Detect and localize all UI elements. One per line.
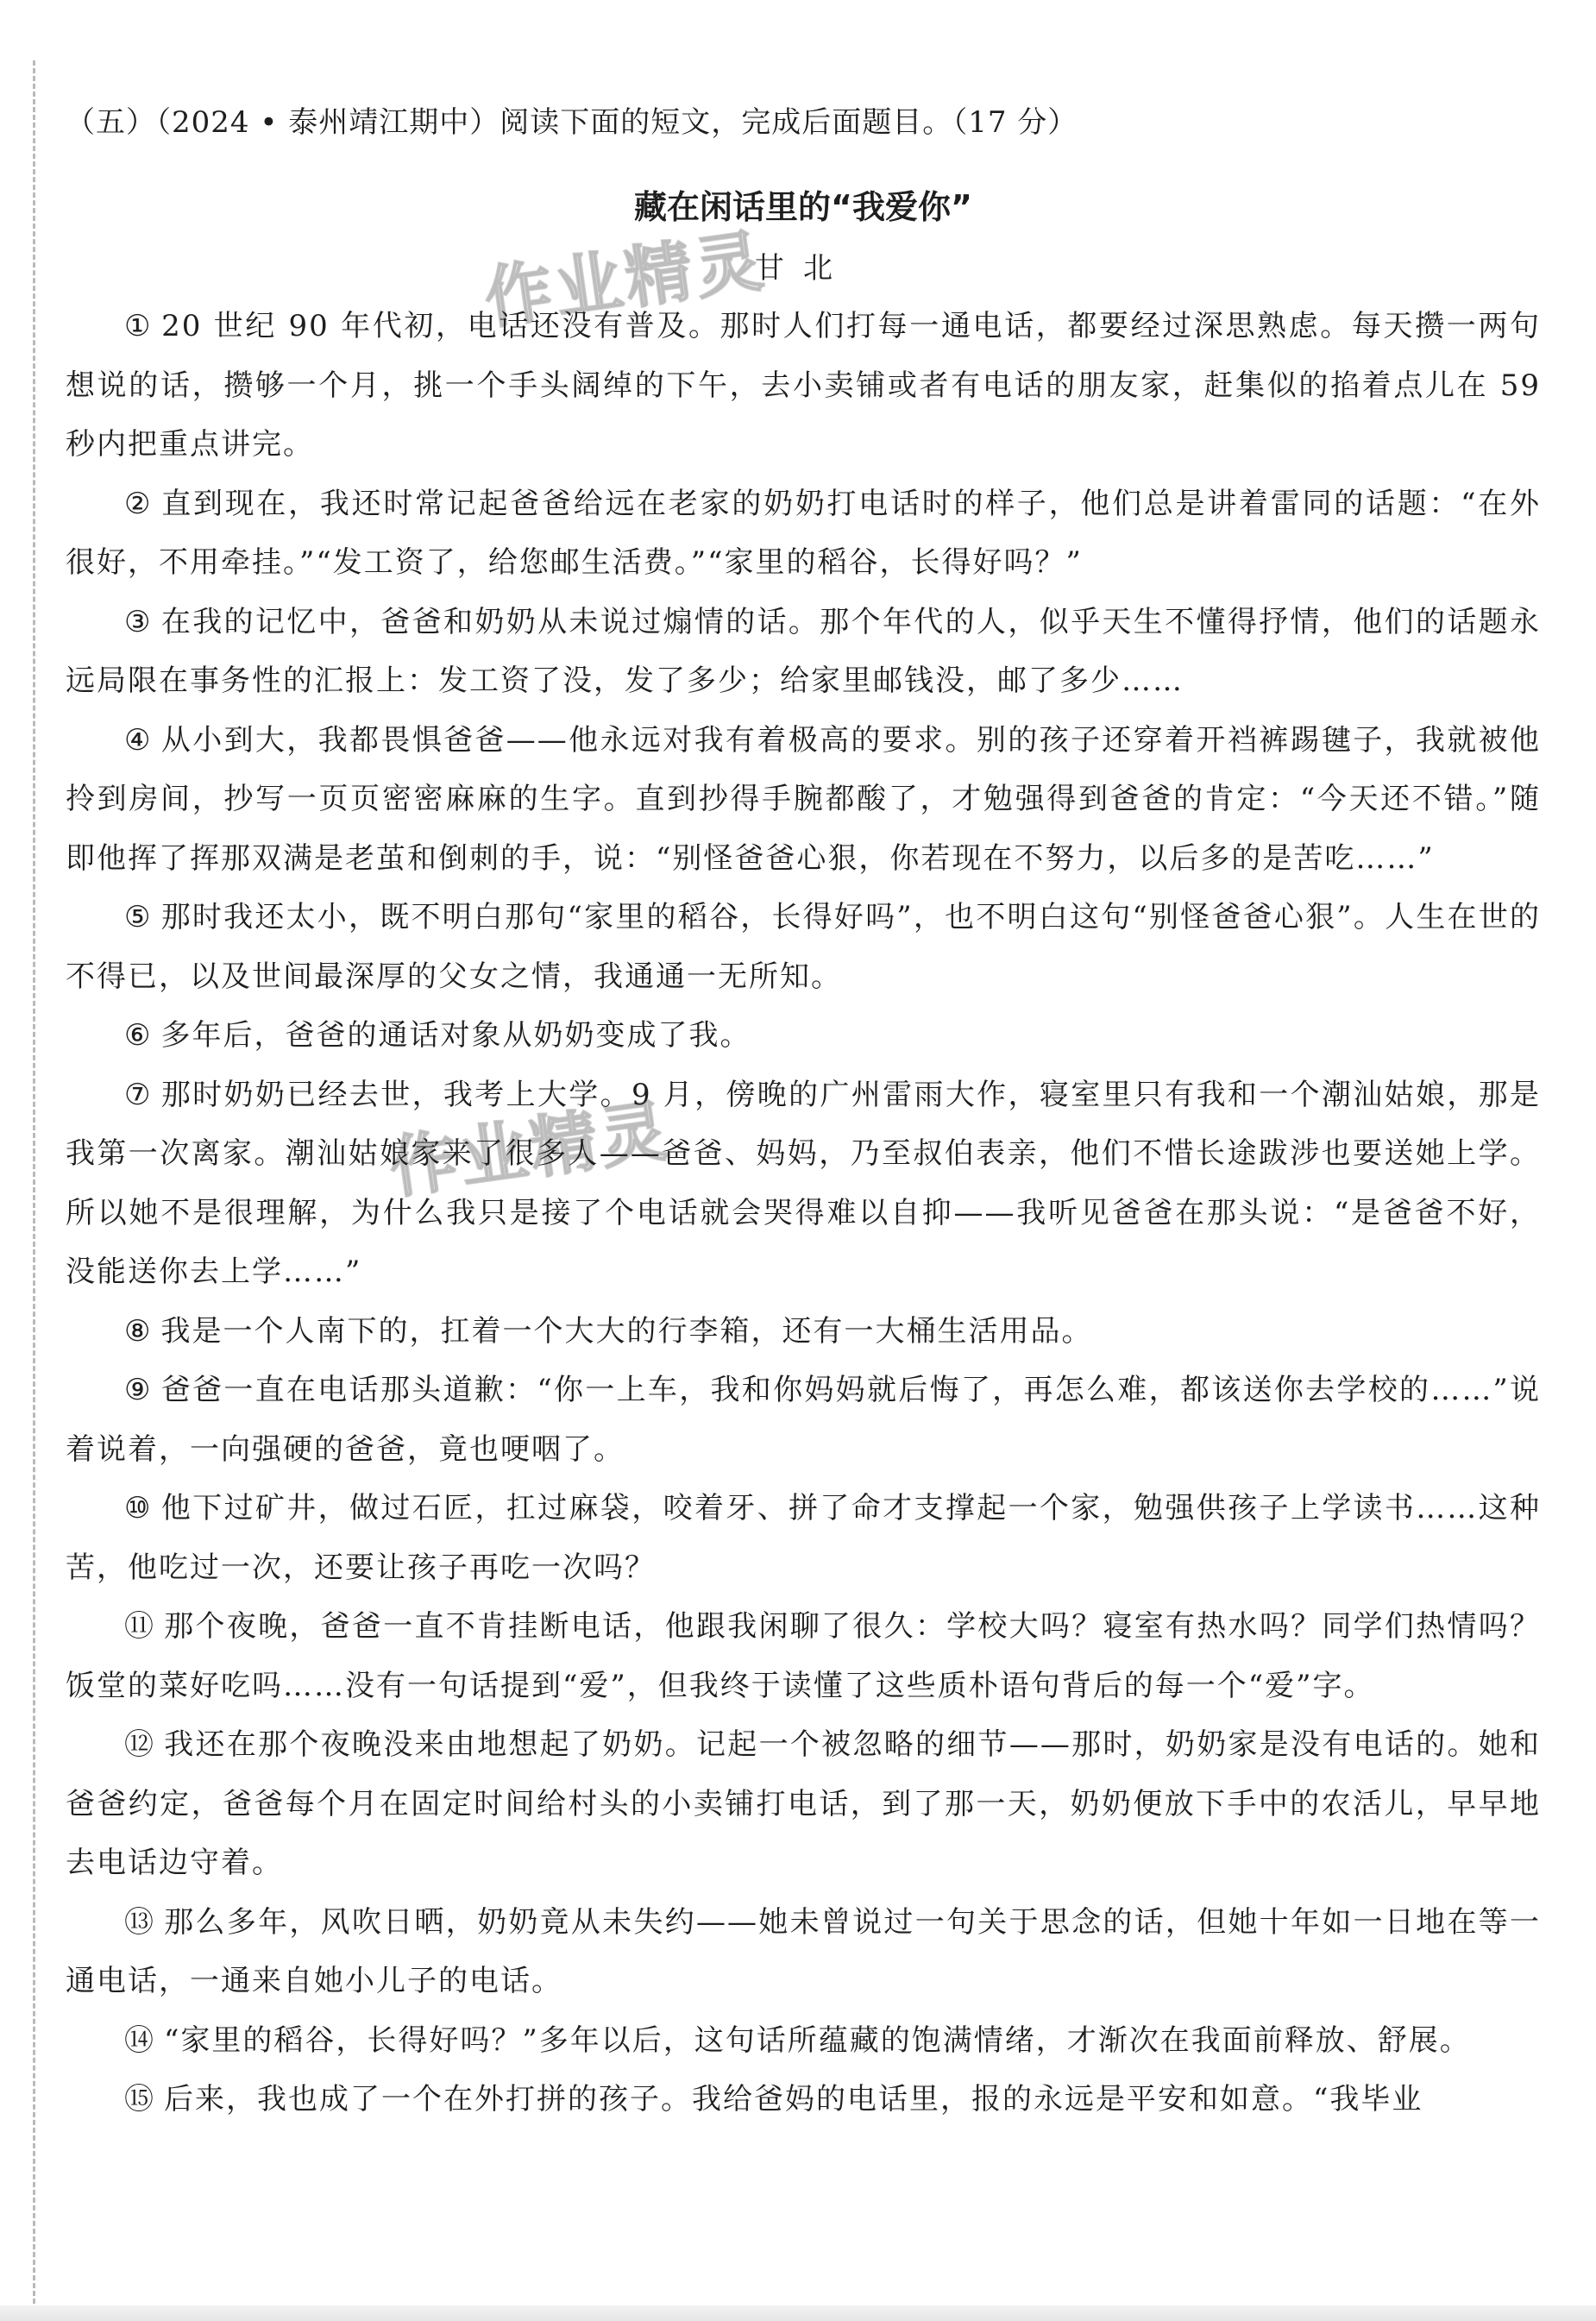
paragraph-number: ⑤ — [124, 900, 153, 934]
paragraph-number: ⑥ — [124, 1018, 153, 1053]
paragraph-number: ⑭ — [124, 2022, 155, 2058]
paragraph-number: ③ — [124, 604, 153, 639]
watermark: 作业精灵 — [480, 222, 771, 339]
paragraph-number: ⑦ — [124, 1077, 153, 1112]
article-title: 藏在闲话里的“我爱你” — [634, 188, 972, 226]
paragraph-number: ⑫ — [124, 1727, 156, 1762]
paragraph — [66, 711, 1541, 889]
paragraph-text: 那时奶奶已经去世，我考上大学。9 月，傍晚的广州雷雨大作，寝室里只有我和一个潮汕姑娘，那是我第一次离家。潮汕姑娘家来了很多人——爸爸、妈妈，乃至叔伯表亲，他们不惜长途跋涉也要送她上学。所以她不是很理解，为什么我只是接了个电话就会哭得难以自抑——我听见爸爸在那头说：“是爸爸不好，没能送你去上学……” — [66, 1077, 1541, 1289]
paragraph — [66, 1479, 1541, 1597]
paragraph — [66, 888, 1541, 1006]
paragraph-text: 从小到大，我都畏惧爸爸——他永远对我有着极高的要求。别的孩子还穿着开裆裤踢毽子，我就被他拎到房间，抄写一页页密密麻麻的生字。直到抄得手腕都酸了，才勉强得到爸爸的肯定：“今天还不错。”随即他挥了挥那双满是老茧和倒刺的手，说：“别怪爸爸心狠，你若现在不努力，以后多的是苦吃……” — [66, 722, 1541, 876]
paragraph-text: 直到现在，我还时常记起爸爸给远在老家的奶奶打电话时的样子，他们总是讲着雷同的话题：“在外很好，不用牵挂。”“发工资了，给您邮生活费。”“家里的稻谷，长得好吗？” — [66, 486, 1541, 580]
paragraph — [66, 475, 1541, 593]
paragraph — [66, 297, 1541, 475]
paragraph-text: 他下过矿井，做过石匠，扛过麻袋，咬着牙、拼了命才支撑起一个家，勉强供孩子上学读书……这种苦，他吃过一次，还要让孩子再吃一次吗？ — [66, 1491, 1541, 1585]
paragraph-text: 我是一个人南下的，扛着一个大大的行李箱，还有一大桶生活用品。 — [160, 1313, 1093, 1349]
paragraph-text: 我还在那个夜晚没来由地想起了奶奶。记起一个被忽略的细节——那时，奶奶家是没有电话的。她和爸爸约定，爸爸每个月在固定时间给村头的小卖铺打电话，到了那一天，奶奶便放下手中的农活儿，早早地去电话边守着。 — [66, 1727, 1541, 1880]
paragraph-number: ② — [124, 486, 154, 521]
paragraph — [66, 1361, 1541, 1479]
watermark: 作业精灵 — [385, 1091, 676, 1209]
paragraph-number: ⑩ — [124, 1491, 153, 1525]
paragraph — [66, 593, 1541, 711]
paragraph-number: ⑪ — [124, 1609, 156, 1644]
paragraph-number: ⑨ — [124, 1373, 153, 1407]
paragraph-number: ④ — [124, 722, 153, 758]
paragraph-text: “家里的稻谷，长得好吗？”多年以后，这句话所蕴藏的饱满情绪，才渐次在我面前释放、舒展。 — [164, 2022, 1471, 2058]
paragraph-text: 那时我还太小，既不明白那句“家里的稻谷，长得好吗”，也不明白这句“别怪爸爸心狠”。人生在世的不得已，以及世间最深厚的父女之情，我通通一无所知。 — [66, 900, 1541, 994]
article-author: 甘北 — [755, 251, 851, 286]
paragraph — [66, 1302, 1541, 1362]
paragraph — [66, 2070, 1541, 2129]
question-header: （五）（2024 • 泰州靖江期中）阅读下面的短文，完成后面题目。（17 分） — [66, 105, 1078, 140]
binding-margin-line — [33, 60, 35, 2304]
paragraph-text: 20 世纪 90 年代初，电话还没有普及。那时人们打每一通电话，都要经过深思熟虑。每天攒一两句想说的话，攒够一个月，挑一个手头阔绰的下午，去小卖铺或者有电话的朋友家，赶集似的掐着点儿在 59 秒内把重点讲完。 — [66, 309, 1542, 462]
paragraph-list — [66, 297, 1541, 2129]
article-content — [66, 97, 1541, 2129]
paragraph-text: 那么多年，风吹日晒，奶奶竟从未失约——她未曾说过一句关于思念的话，但她十年如一日地在等一通电话，一通来自她小儿子的电话。 — [66, 1904, 1541, 1998]
paragraph-text: 爸爸一直在电话那头道歉：“你一上车，我和你妈妈就后悔了，再怎么难，都该送你去学校的……”说着说着，一向强硬的爸爸，竟也哽咽了。 — [66, 1373, 1541, 1467]
paragraph — [66, 1597, 1541, 1715]
paragraph-number: ⑬ — [124, 1904, 156, 1940]
paragraph-number: ⑮ — [124, 2082, 155, 2117]
paragraph-text: 多年后，爸爸的通话对象从奶奶变成了我。 — [160, 1018, 751, 1053]
paragraph-text: 那个夜晚，爸爸一直不肯挂断电话，他跟我闲聊了很久：学校大吗？寝室有热水吗？同学们热情吗？饭堂的菜好吃吗……没有一句话提到“爱”，但我终于读懂了这些质朴语句背后的每一个“爱”字。 — [66, 1609, 1542, 1703]
page-bottom-edge — [0, 2305, 1596, 2321]
paragraph-number: ① — [124, 309, 154, 343]
paragraph — [66, 1066, 1541, 1302]
paragraph — [66, 1893, 1541, 2011]
paragraph — [66, 2011, 1541, 2071]
paragraph-text: 后来，我也成了一个在外打拼的孩子。我给爸妈的电话里，报的永远是平安和如意。“我毕业 — [164, 2082, 1423, 2117]
paragraph — [66, 1715, 1541, 1893]
paragraph — [66, 1006, 1541, 1066]
paragraph-text: 在我的记忆中，爸爸和奶奶从未说过煽情的话。那个年代的人，似乎天生不懂得抒情，他们的话题永远局限在事务性的汇报上：发工资了没，发了多少；给家里邮钱没，邮了多少…… — [66, 604, 1542, 698]
paragraph-number: ⑧ — [124, 1313, 153, 1349]
